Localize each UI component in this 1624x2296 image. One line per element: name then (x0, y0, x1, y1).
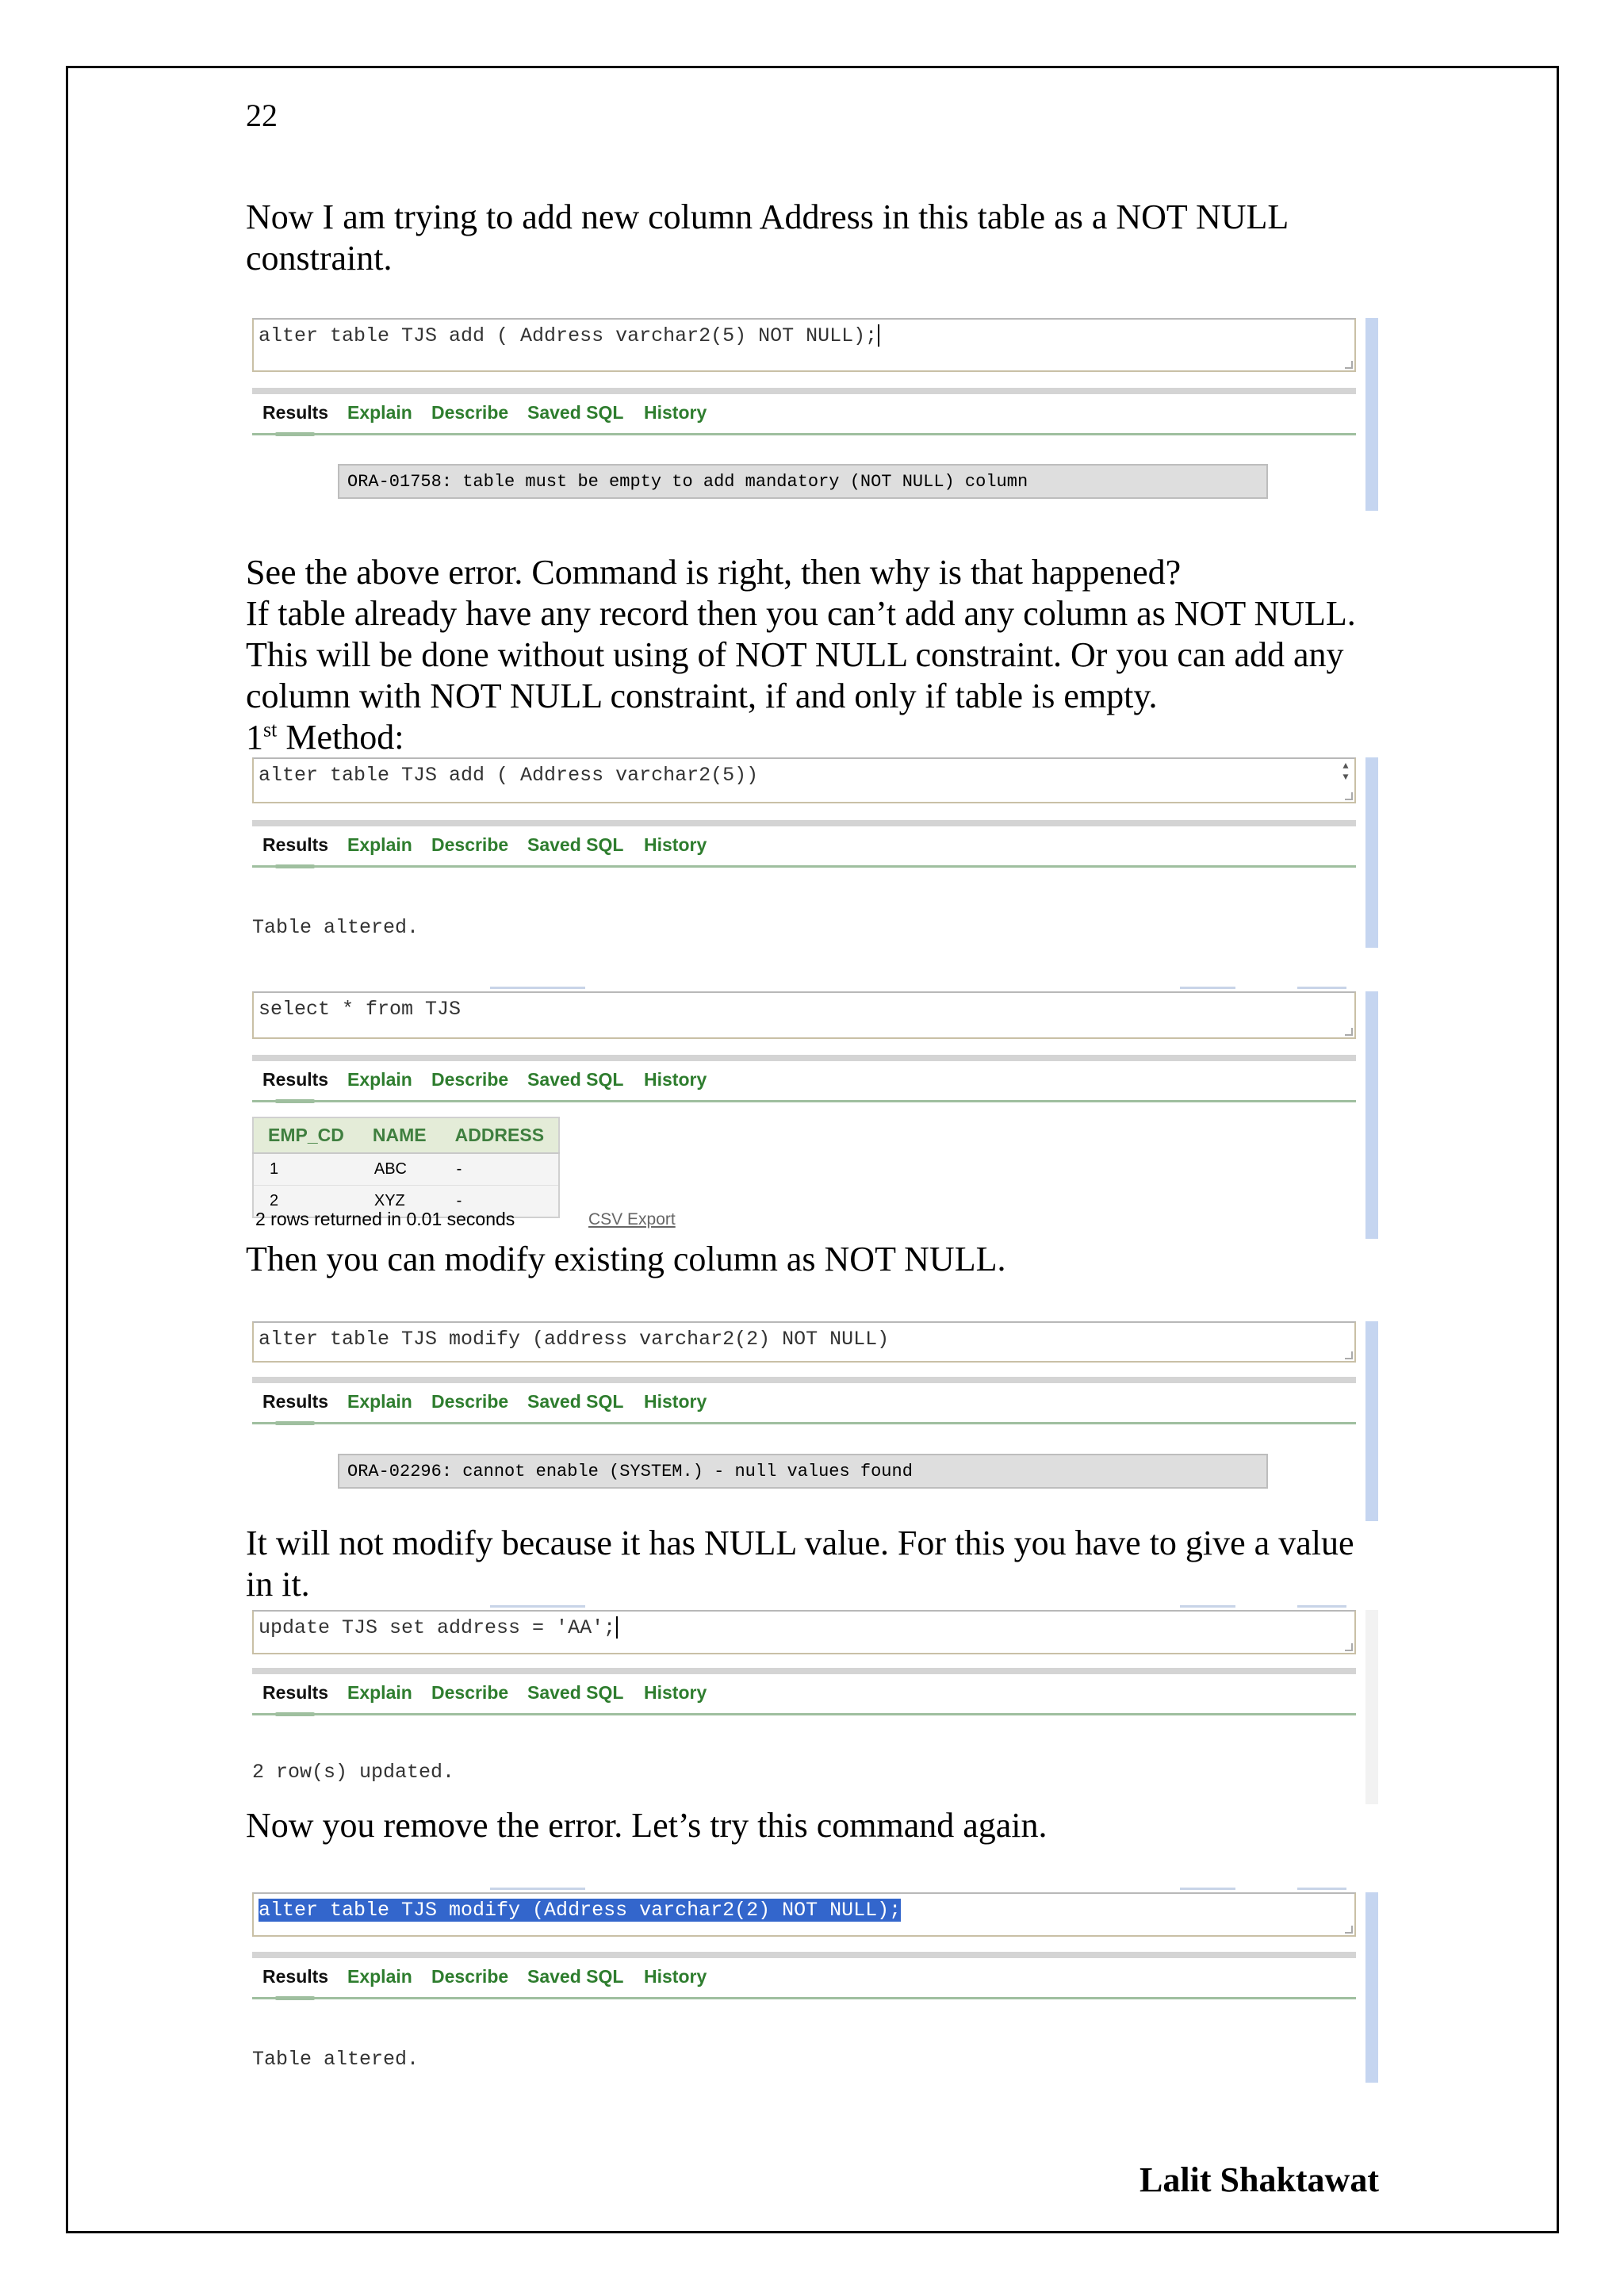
sql-editor[interactable] (252, 757, 1356, 803)
method-heading: 1st Method: (246, 718, 404, 757)
active-tab-indicator (275, 1099, 315, 1103)
table-cell: 2 (253, 1186, 358, 1218)
error-message: ORA-01758: table must be empty to add mandatory (NOT NULL) column (338, 464, 1268, 499)
tab-explain[interactable]: Explain (347, 1966, 412, 1987)
active-tab-indicator (275, 1712, 315, 1716)
tab-explain[interactable]: Explain (347, 834, 412, 855)
tab-describe[interactable]: Describe (431, 834, 509, 855)
tab-explain[interactable]: Explain (347, 1391, 412, 1412)
sql-panel-1 (252, 318, 1378, 511)
sql-text: alter table TJS add ( Address varchar2(5)) (259, 764, 759, 787)
csv-export-link[interactable]: CSV Export (588, 1210, 676, 1228)
tab-history[interactable]: History (644, 1391, 707, 1412)
tab-saved-sql[interactable]: Saved SQL (527, 1391, 624, 1412)
tab-describe[interactable]: Describe (431, 402, 509, 423)
result-tabs (252, 1377, 1356, 1424)
active-tab-indicator (275, 864, 315, 868)
tab-results[interactable]: Results (262, 1682, 329, 1703)
tab-describe[interactable]: Describe (431, 1391, 509, 1412)
tab-results[interactable]: Results (262, 834, 329, 855)
panel-top-line (1297, 1888, 1346, 1890)
sql-panel-5 (252, 1610, 1378, 1804)
tab-saved-sql[interactable]: Saved SQL (527, 1966, 624, 1987)
result-message: Table altered. (252, 916, 419, 939)
resize-grip-icon[interactable] (1345, 1643, 1353, 1651)
text-line: If table already have any record then you can’t add any column as NOT NULL. (246, 594, 1356, 633)
tab-describe[interactable]: Describe (431, 1966, 509, 1987)
resize-grip-icon[interactable] (1345, 1351, 1353, 1359)
tab-explain[interactable]: Explain (347, 1682, 412, 1703)
table-row (253, 1153, 559, 1186)
resize-grip-icon[interactable] (1345, 1926, 1353, 1934)
text-line: constraint. (246, 239, 393, 278)
scroll-arrows-icon[interactable]: ▲ ▼ (1342, 761, 1349, 783)
panel-top-line (1180, 987, 1235, 989)
column-header[interactable]: NAME (358, 1117, 441, 1153)
result-message: Table altered. (252, 2048, 419, 2071)
resize-grip-icon[interactable] (1345, 361, 1353, 369)
tab-describe[interactable]: Describe (431, 1682, 509, 1703)
panel-sidebar (1365, 1610, 1378, 1804)
text-line: Now I am trying to add new column Address in this table as a NOT NULL (246, 197, 1289, 236)
sql-editor[interactable] (252, 991, 1356, 1039)
page-number: 22 (246, 98, 278, 133)
table-cell: 1 (253, 1153, 358, 1186)
tab-results[interactable]: Results (262, 1966, 329, 1987)
tab-saved-sql[interactable]: Saved SQL (527, 834, 624, 855)
sql-editor[interactable] (252, 318, 1356, 372)
text-line: See the above error. Command is right, then why is that happened? (246, 553, 1182, 592)
panel-top-line (1297, 1605, 1346, 1608)
panel-top-line (1297, 987, 1346, 989)
column-header[interactable]: ADDRESS (441, 1117, 559, 1153)
sql-text: alter table TJS add ( Address varchar2(5) NOT NULL); (259, 324, 878, 347)
tab-saved-sql[interactable]: Saved SQL (527, 402, 624, 423)
panel-top-line (1180, 1605, 1235, 1608)
paragraph-explanation (246, 552, 1396, 758)
tab-describe[interactable]: Describe (431, 1069, 509, 1090)
tab-history[interactable]: History (644, 834, 707, 855)
paragraph-intro (246, 197, 1396, 279)
sql-editor[interactable] (252, 1892, 1356, 1937)
tab-explain[interactable]: Explain (347, 402, 412, 423)
active-tab-indicator (275, 432, 315, 436)
result-tabs (252, 820, 1356, 868)
text-line: It will not modify because it has NULL value. For this you have to give a value (246, 1524, 1354, 1562)
sql-text: alter table TJS modify (address varchar2(2) NOT NULL) (259, 1328, 890, 1351)
active-tab-indicator (275, 1996, 315, 2000)
tab-history[interactable]: History (644, 1966, 707, 1987)
sql-text-selected: alter table TJS modify (Address varchar2(2) NOT NULL); (259, 1899, 902, 1922)
row-count: 2 rows returned in 0.01 seconds (255, 1209, 515, 1229)
paragraph-null-value (246, 1523, 1396, 1605)
resize-grip-icon[interactable] (1345, 792, 1353, 800)
tab-saved-sql[interactable]: Saved SQL (527, 1069, 624, 1090)
sql-panel-2 (252, 757, 1378, 948)
tab-history[interactable]: History (644, 1682, 707, 1703)
panel-sidebar (1365, 1321, 1378, 1521)
result-tabs (252, 1952, 1356, 1999)
tab-history[interactable]: History (644, 402, 707, 423)
panel-top-line (490, 1605, 585, 1608)
table-cell: - (441, 1153, 559, 1186)
panel-sidebar (1365, 318, 1378, 511)
result-tabs (252, 388, 1356, 435)
panel-top-line (490, 1888, 585, 1890)
table-cell: - (441, 1186, 559, 1218)
table-cell: ABC (358, 1153, 441, 1186)
paragraph-modify: Then you can modify existing column as NOT NULL. (246, 1240, 1006, 1278)
result-message: 2 row(s) updated. (252, 1761, 455, 1784)
panel-top-line (490, 987, 585, 989)
error-message: ORA-02296: cannot enable (SYSTEM.) - null values found (338, 1454, 1268, 1489)
sql-editor[interactable] (252, 1610, 1356, 1654)
result-tabs (252, 1668, 1356, 1715)
text-line: column with NOT NULL constraint, if and only if table is empty. (246, 677, 1158, 715)
panel-sidebar (1365, 757, 1378, 948)
resize-grip-icon[interactable] (1345, 1028, 1353, 1036)
table-cell: XYZ (358, 1186, 441, 1218)
panel-sidebar (1365, 991, 1378, 1239)
sql-panel-4 (252, 1321, 1378, 1521)
tab-saved-sql[interactable]: Saved SQL (527, 1682, 624, 1703)
column-header[interactable]: EMP_CD (253, 1117, 358, 1153)
author-name: Lalit Shaktawat (1139, 2160, 1379, 2199)
text-caret (878, 324, 879, 347)
tab-explain[interactable]: Explain (347, 1069, 412, 1090)
tab-results[interactable]: Results (262, 1391, 329, 1412)
text-caret (616, 1616, 618, 1639)
active-tab-indicator (275, 1421, 315, 1425)
sql-text: update TJS set address = 'AA'; (259, 1616, 616, 1639)
text-line: in it. (246, 1565, 310, 1604)
results-table (252, 1117, 560, 1218)
table-header-row (253, 1117, 559, 1153)
sql-text: select * from TJS (259, 998, 462, 1021)
sql-editor[interactable] (252, 1321, 1356, 1363)
tab-history[interactable]: History (644, 1069, 707, 1090)
result-tabs (252, 1055, 1356, 1102)
paragraph-retry: Now you remove the error. Let’s try this command again. (246, 1806, 1048, 1845)
text-line: This will be done without using of NOT NULL constraint. Or you can add any (246, 635, 1344, 674)
sql-panel-3 (252, 991, 1378, 1239)
tab-results[interactable]: Results (262, 402, 329, 423)
sql-panel-6 (252, 1892, 1378, 2083)
panel-sidebar (1365, 1892, 1378, 2083)
tab-results[interactable]: Results (262, 1069, 329, 1090)
panel-top-line (1180, 1888, 1235, 1890)
